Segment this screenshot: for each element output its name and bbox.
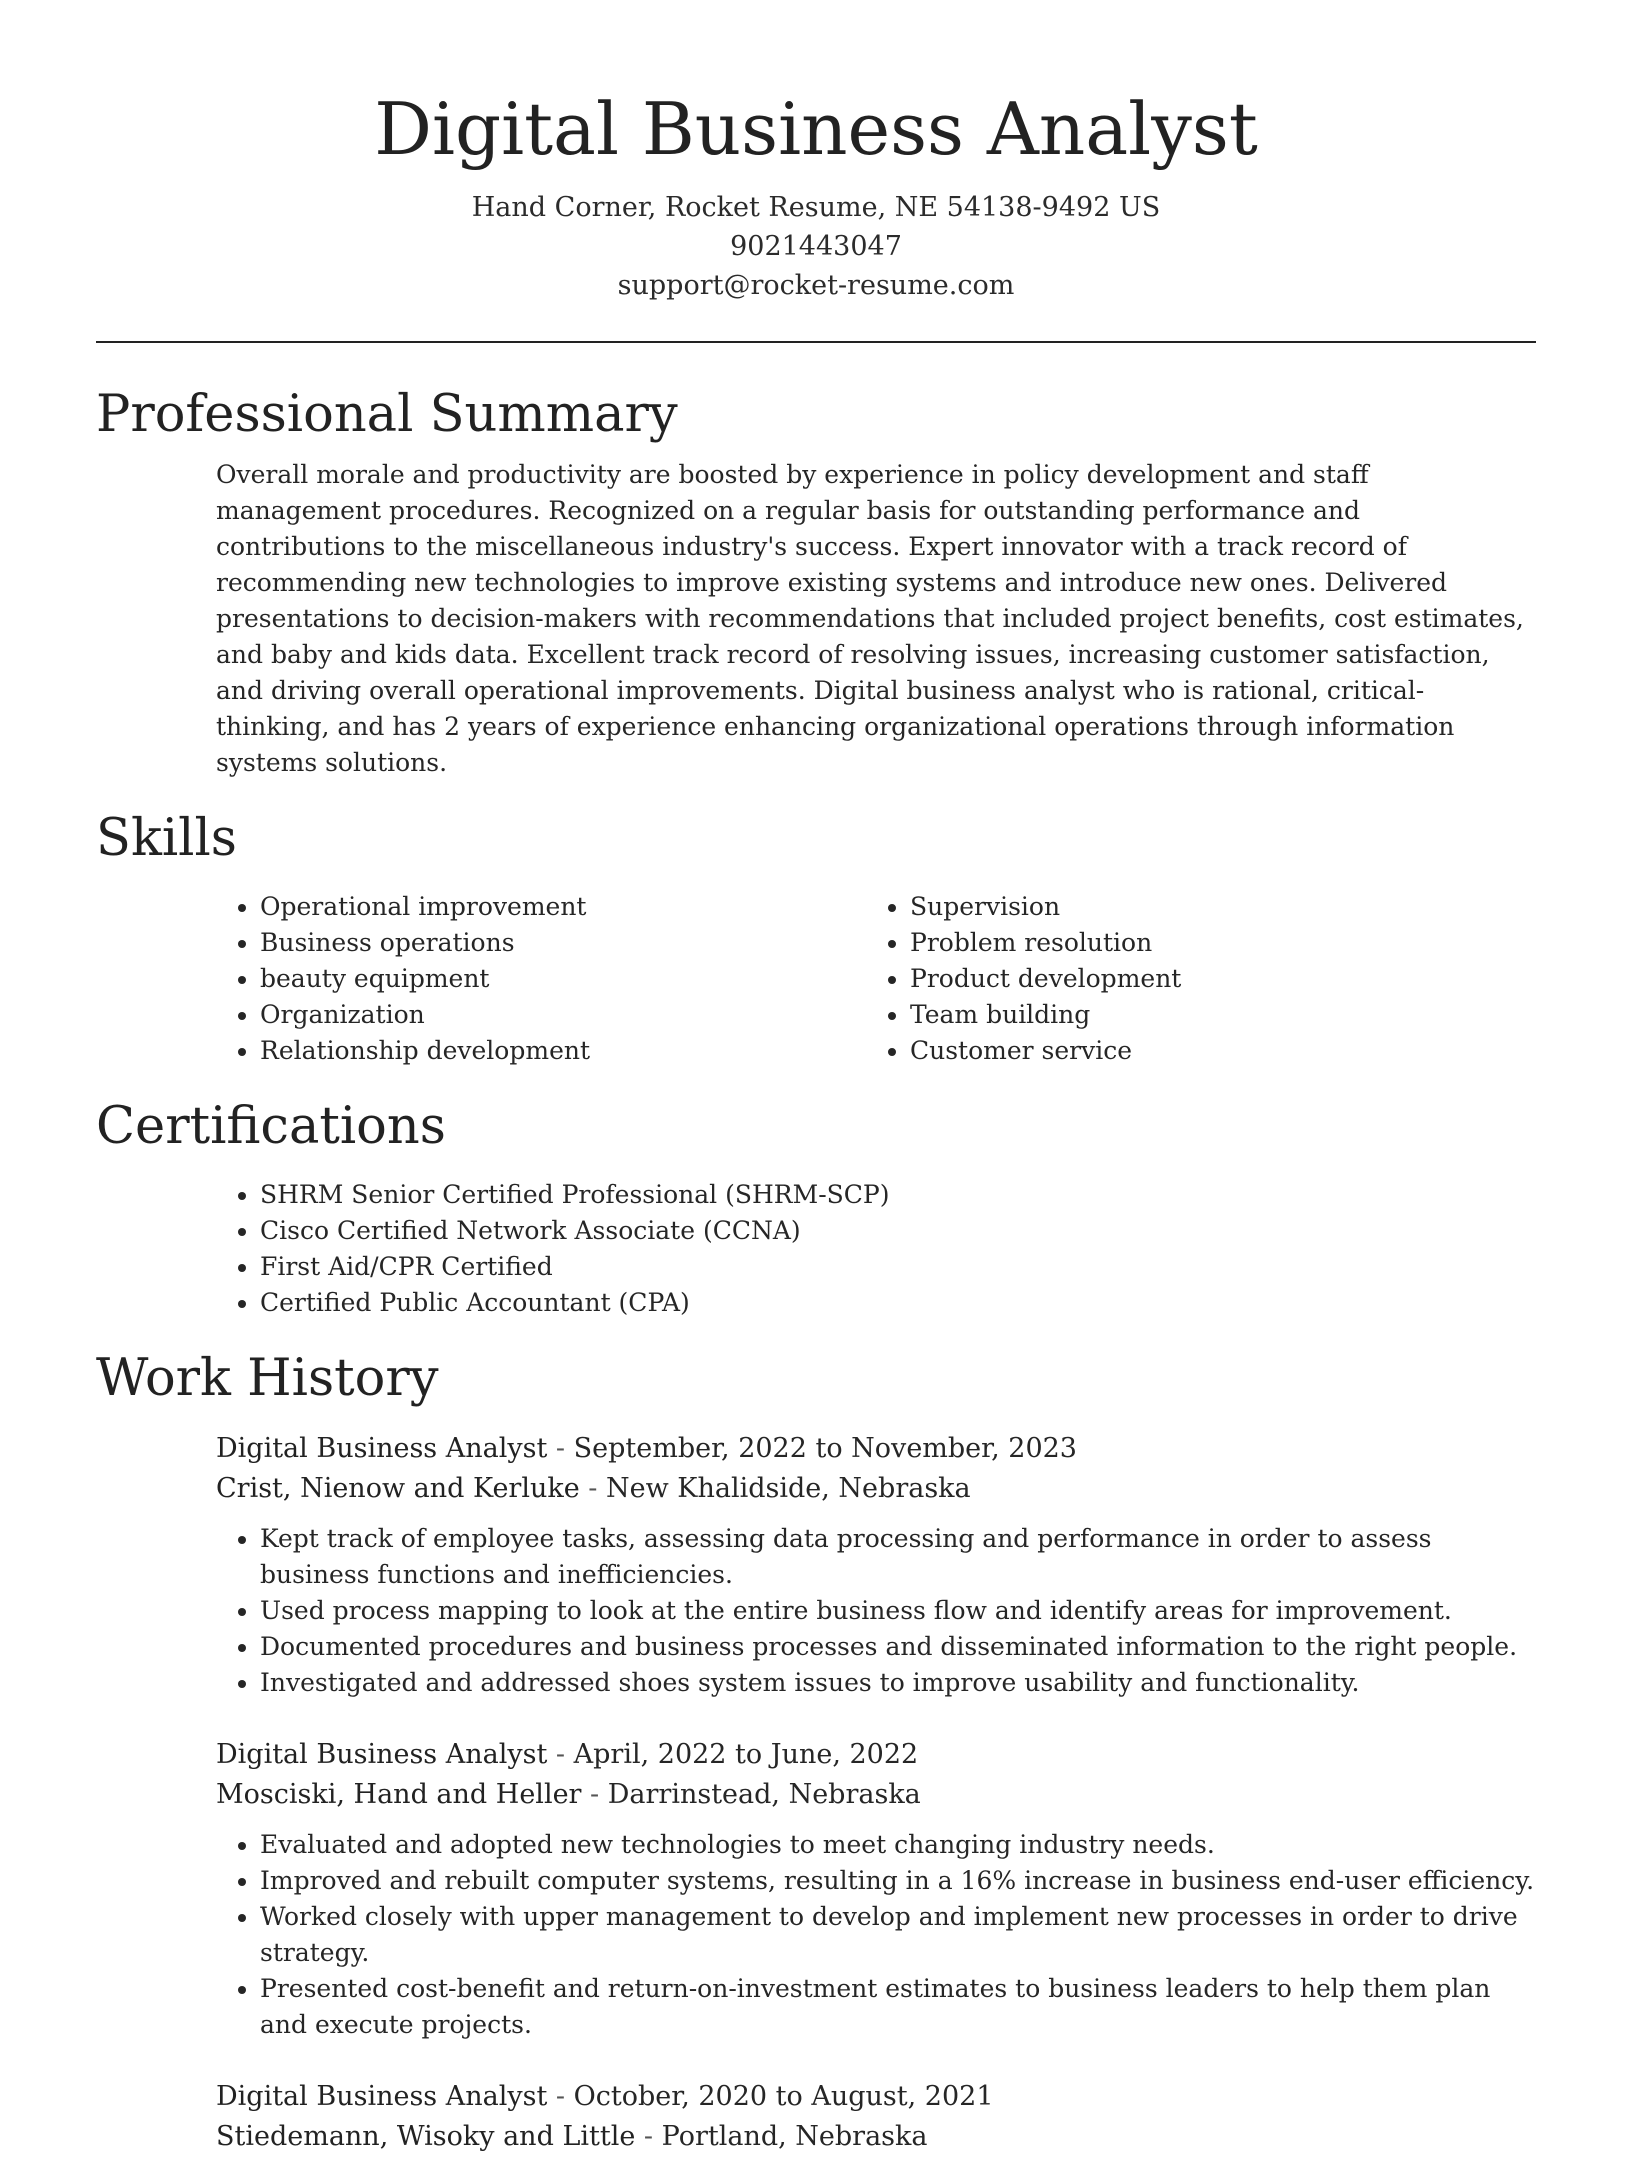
job-title-line <box>216 1429 1536 1469</box>
skills-heading: Skills <box>96 809 237 868</box>
job-title: Digital Business Analyst <box>216 1433 548 1464</box>
job-bullet: • Used process mapping to look at the entire business flow and identify areas for improvement. <box>260 1593 1536 1629</box>
job-bullet: • Evaluated and adopted new technologies to meet changing industry needs. <box>260 1827 1536 1863</box>
job-location: New Khalidside, Nebraska <box>606 1473 971 1504</box>
job-entry <box>216 1429 1536 1701</box>
contact-phone: 9021443047 <box>730 231 902 262</box>
resume-header <box>0 0 1632 305</box>
skill-item: • Problem resolution <box>910 925 1516 961</box>
skills-column-left <box>216 889 866 1069</box>
job-separator: - <box>547 1433 574 1464</box>
job-bullet: • Improved and rebuilt computer systems, resulting in a 16% increase in business end-user efficiency. <box>260 1863 1536 1899</box>
skill-item: • Team building <box>910 997 1516 1033</box>
certification-item: • Cisco Certified Network Associate (CCNA) <box>260 1213 1536 1249</box>
skill-item: • Organization <box>260 997 866 1033</box>
certification-item: • SHRM Senior Certified Professional (SHRM-SCP) <box>260 1177 1536 1213</box>
skill-item: • beauty equipment <box>260 961 866 997</box>
job-separator: - <box>579 1473 606 1504</box>
skill-item: • Business operations <box>260 925 866 961</box>
skill-item: • Operational improvement <box>260 889 866 925</box>
header-divider <box>96 341 1536 343</box>
job-location: Darrinstead, Nebraska <box>607 1779 921 1810</box>
certifications-list <box>216 1177 1536 1321</box>
skills-column-right <box>866 889 1516 1069</box>
job-bullet: • Investigated and addressed shoes system issues to improve usability and functionality. <box>260 1665 1536 1701</box>
job-company-line <box>216 2117 1536 2157</box>
job-entry <box>216 2077 1536 2157</box>
job-separator: - <box>547 1739 574 1770</box>
job-bullet: • Worked closely with upper management to develop and implement new processes in order to drive strategy. <box>260 1899 1536 1971</box>
contact-address: Hand Corner, Rocket Resume, NE 54138-9492 US <box>471 192 1161 223</box>
job-separator: - <box>547 2081 574 2112</box>
job-bullet: • Presented cost-benefit and return-on-investment estimates to business leaders to help them plan and execute projects. <box>260 1971 1536 2043</box>
skill-item: • Product development <box>910 961 1516 997</box>
certifications-heading: Certifications <box>96 1097 446 1156</box>
resume-name: Digital Business Analyst <box>374 87 1258 171</box>
summary-text: Overall morale and productivity are boosted by experience in policy development and staff management procedures. Recognized on a regular basis for outstanding performance and contributions to the miscellaneous industry's success. Expert innovator with a track record of recommending new technologies to improve existing systems and introduce new ones. Delivered presentations to decision-makers with recommendations that included project benefits, cost estimates, and baby and kids data. Excellent track record of resolving issues, increasing customer satisfaction, and driving overall operational improvements. Digital business analyst who is rational, critical-thinking, and has 2 years of experience enhancing organizational operations through information systems solutions. <box>216 460 1524 777</box>
summary-heading: Professional Summary <box>96 385 678 444</box>
job-separator: - <box>635 2121 662 2152</box>
job-separator: - <box>581 1779 608 1810</box>
job-company: Crist, Nienow and Kerluke <box>216 1473 580 1504</box>
certification-item: • Certified Public Accountant (CPA) <box>260 1285 1536 1321</box>
job-dates: April, 2022 to June, 2022 <box>573 1739 919 1770</box>
job-title-line <box>216 1735 1536 1775</box>
skills-section <box>96 807 1536 1069</box>
job-entry <box>216 1735 1536 2043</box>
job-title: Digital Business Analyst <box>216 2081 548 2112</box>
job-location: Portland, Nebraska <box>661 2121 928 2152</box>
job-company: Stiedemann, Wisoky and Little <box>216 2121 636 2152</box>
work-history-section <box>96 1347 1536 2157</box>
skill-item: • Relationship development <box>260 1033 866 1069</box>
skills-columns <box>216 889 1536 1069</box>
skill-item: • Supervision <box>910 889 1516 925</box>
certifications-list-wrap <box>216 1177 1536 1321</box>
certifications-section <box>96 1095 1536 1321</box>
job-dates: September, 2022 to November, 2023 <box>573 1433 1077 1464</box>
skill-item: • Customer service <box>910 1033 1516 1069</box>
job-title: Digital Business Analyst <box>216 1739 548 1770</box>
job-dates: October, 2020 to August, 2021 <box>573 2081 994 2112</box>
job-bullet: • Documented procedures and business processes and disseminated information to the right people. <box>260 1629 1536 1665</box>
certification-item: • First Aid/CPR Certified <box>260 1249 1536 1285</box>
work-history-heading: Work History <box>96 1349 439 1408</box>
job-bullets <box>216 1521 1536 1701</box>
contact-email: support@rocket-resume.com <box>617 270 1015 301</box>
job-bullet: • Kept track of employee tasks, assessing data processing and performance in order to assess business functions and inefficiencies. <box>260 1521 1536 1593</box>
contact-block <box>0 188 1632 305</box>
job-company-line <box>216 1775 1536 1815</box>
job-bullets <box>216 1827 1536 2043</box>
job-company-line <box>216 1469 1536 1509</box>
job-title-line <box>216 2077 1536 2117</box>
summary-section <box>96 383 1536 781</box>
job-company: Mosciski, Hand and Heller <box>216 1779 582 1810</box>
